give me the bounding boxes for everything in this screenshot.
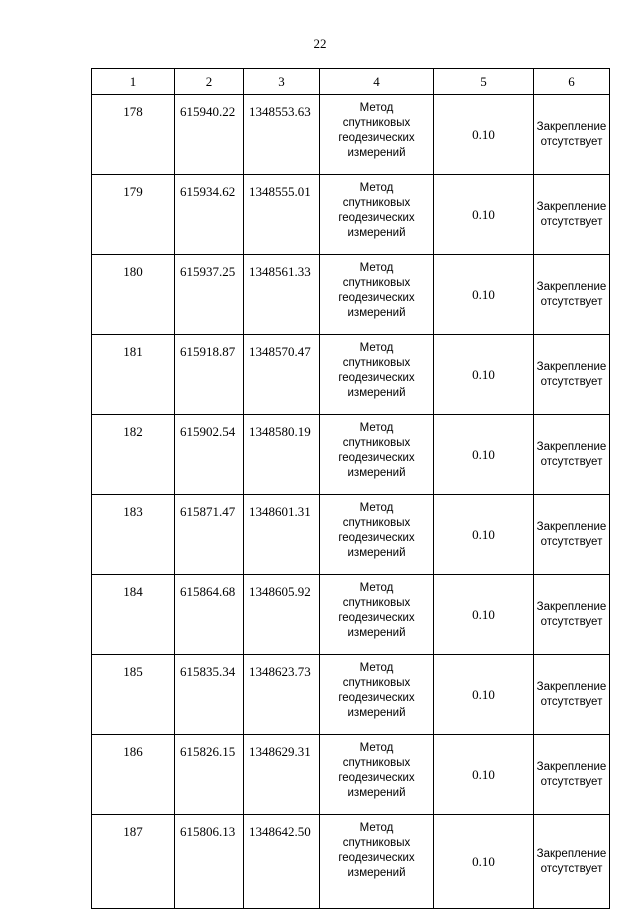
method-line: геодезических bbox=[338, 452, 415, 464]
table-row bbox=[92, 575, 610, 655]
method-line: измерений bbox=[347, 147, 406, 159]
fixation-line: Закрепление bbox=[536, 520, 607, 533]
fixation-line: отсутствует bbox=[540, 862, 603, 875]
x-coordinate-cell: 615806.13 bbox=[175, 815, 244, 909]
table-row bbox=[92, 735, 610, 815]
fixation-line: отсутствует bbox=[540, 455, 603, 468]
table-row bbox=[92, 495, 610, 575]
coordinates-table bbox=[91, 68, 610, 909]
point-number-cell: 186 bbox=[92, 735, 175, 815]
fixation-line: Закрепление bbox=[536, 360, 607, 373]
fixation-line: Закрепление bbox=[536, 847, 607, 860]
x-coordinate-cell: 615937.25 bbox=[175, 255, 244, 335]
fixation-line: отсутствует bbox=[540, 135, 603, 148]
column-header: 3 bbox=[244, 69, 320, 95]
fixation-line: Закрепление bbox=[536, 760, 607, 773]
method-line: Метод bbox=[359, 502, 394, 514]
fixation-line: Закрепление bbox=[536, 680, 607, 693]
x-coordinate-cell: 615940.22 bbox=[175, 95, 244, 175]
fixation-line: Закрепление bbox=[536, 120, 607, 133]
fixation-cell bbox=[534, 495, 610, 575]
method-line: Метод bbox=[359, 822, 394, 834]
fixation-cell bbox=[534, 655, 610, 735]
x-coordinate-cell: 615934.62 bbox=[175, 175, 244, 255]
point-number-cell: 178 bbox=[92, 95, 175, 175]
method-cell bbox=[320, 175, 434, 255]
column-header: 6 bbox=[534, 69, 610, 95]
method-cell bbox=[320, 495, 434, 575]
method-cell bbox=[320, 255, 434, 335]
accuracy-cell: 0.10 bbox=[434, 735, 534, 815]
x-coordinate-cell: 615835.34 bbox=[175, 655, 244, 735]
point-number-cell: 184 bbox=[92, 575, 175, 655]
page-number: 22 bbox=[313, 36, 327, 51]
accuracy-cell: 0.10 bbox=[434, 415, 534, 495]
method-line: геодезических bbox=[338, 132, 415, 144]
point-number-cell: 181 bbox=[92, 335, 175, 415]
method-cell bbox=[320, 415, 434, 495]
fixation-cell bbox=[534, 255, 610, 335]
fixation-cell bbox=[534, 415, 610, 495]
method-line: геодезических bbox=[338, 612, 415, 624]
x-coordinate-cell: 615918.87 bbox=[175, 335, 244, 415]
accuracy-cell: 0.10 bbox=[434, 575, 534, 655]
method-line: спутниковых bbox=[342, 597, 411, 609]
fixation-cell bbox=[534, 575, 610, 655]
method-cell bbox=[320, 735, 434, 815]
method-line: измерений bbox=[347, 867, 406, 879]
y-coordinate-cell: 1348561.33 bbox=[244, 255, 320, 335]
method-line: спутниковых bbox=[342, 437, 411, 449]
fixation-line: Закрепление bbox=[536, 280, 607, 293]
point-number-cell: 187 bbox=[92, 815, 175, 909]
y-coordinate-cell: 1348629.31 bbox=[244, 735, 320, 815]
method-line: Метод bbox=[359, 182, 394, 194]
point-number-cell: 183 bbox=[92, 495, 175, 575]
method-line: спутниковых bbox=[342, 837, 411, 849]
method-cell bbox=[320, 655, 434, 735]
method-line: измерений bbox=[347, 307, 406, 319]
y-coordinate-cell: 1348605.92 bbox=[244, 575, 320, 655]
fixation-cell bbox=[534, 95, 610, 175]
y-coordinate-cell: 1348580.19 bbox=[244, 415, 320, 495]
table-row bbox=[92, 415, 610, 495]
method-line: измерений bbox=[347, 547, 406, 559]
method-line: спутниковых bbox=[342, 277, 411, 289]
fixation-cell bbox=[534, 335, 610, 415]
x-coordinate-cell: 615902.54 bbox=[175, 415, 244, 495]
column-header: 1 bbox=[92, 69, 175, 95]
method-line: Метод bbox=[359, 102, 394, 114]
y-coordinate-cell: 1348642.50 bbox=[244, 815, 320, 909]
fixation-line: Закрепление bbox=[536, 440, 607, 453]
accuracy-cell: 0.10 bbox=[434, 495, 534, 575]
column-header: 4 bbox=[320, 69, 434, 95]
x-coordinate-cell: 615871.47 bbox=[175, 495, 244, 575]
method-line: Метод bbox=[359, 422, 394, 434]
accuracy-cell: 0.10 bbox=[434, 815, 534, 909]
method-line: Метод bbox=[359, 342, 394, 354]
fixation-cell bbox=[534, 175, 610, 255]
fixation-cell bbox=[534, 815, 610, 909]
accuracy-cell: 0.10 bbox=[434, 95, 534, 175]
fixation-line: отсутствует bbox=[540, 375, 603, 388]
column-header: 5 bbox=[434, 69, 534, 95]
method-cell bbox=[320, 815, 434, 909]
method-line: измерений bbox=[347, 387, 406, 399]
method-cell bbox=[320, 335, 434, 415]
method-cell bbox=[320, 575, 434, 655]
fixation-line: Закрепление bbox=[536, 600, 607, 613]
fixation-cell bbox=[534, 735, 610, 815]
y-coordinate-cell: 1348623.73 bbox=[244, 655, 320, 735]
header-row bbox=[92, 69, 610, 95]
y-coordinate-cell: 1348553.63 bbox=[244, 95, 320, 175]
method-line: спутниковых bbox=[342, 757, 411, 769]
y-coordinate-cell: 1348555.01 bbox=[244, 175, 320, 255]
fixation-line: Закрепление bbox=[536, 200, 607, 213]
point-number-cell: 185 bbox=[92, 655, 175, 735]
y-coordinate-cell: 1348601.31 bbox=[244, 495, 320, 575]
method-line: геодезических bbox=[338, 212, 415, 224]
method-line: Метод bbox=[359, 742, 394, 754]
fixation-line: отсутствует bbox=[540, 535, 603, 548]
method-line: спутниковых bbox=[342, 197, 411, 209]
accuracy-cell: 0.10 bbox=[434, 335, 534, 415]
table-row bbox=[92, 95, 610, 175]
fixation-line: отсутствует bbox=[540, 295, 603, 308]
method-line: измерений bbox=[347, 227, 406, 239]
method-line: измерений bbox=[347, 707, 406, 719]
method-line: спутниковых bbox=[342, 117, 411, 129]
method-line: геодезических bbox=[338, 692, 415, 704]
fixation-line: отсутствует bbox=[540, 215, 603, 228]
accuracy-cell: 0.10 bbox=[434, 175, 534, 255]
method-line: Метод bbox=[359, 662, 394, 674]
method-line: Метод bbox=[359, 262, 394, 274]
table-row bbox=[92, 655, 610, 735]
fixation-line: отсутствует bbox=[540, 695, 603, 708]
point-number-cell: 182 bbox=[92, 415, 175, 495]
method-line: спутниковых bbox=[342, 517, 411, 529]
method-line: измерений bbox=[347, 787, 406, 799]
method-line: Метод bbox=[359, 582, 394, 594]
method-line: геодезических bbox=[338, 532, 415, 544]
table-row bbox=[92, 175, 610, 255]
method-cell bbox=[320, 95, 434, 175]
method-line: геодезических bbox=[338, 372, 415, 384]
column-header: 2 bbox=[175, 69, 244, 95]
method-line: измерений bbox=[347, 627, 406, 639]
accuracy-cell: 0.10 bbox=[434, 255, 534, 335]
point-number-cell: 179 bbox=[92, 175, 175, 255]
method-line: измерений bbox=[347, 467, 406, 479]
method-line: спутниковых bbox=[342, 357, 411, 369]
x-coordinate-cell: 615864.68 bbox=[175, 575, 244, 655]
fixation-line: отсутствует bbox=[540, 775, 603, 788]
y-coordinate-cell: 1348570.47 bbox=[244, 335, 320, 415]
table-row bbox=[92, 815, 610, 909]
accuracy-cell: 0.10 bbox=[434, 655, 534, 735]
table-row bbox=[92, 335, 610, 415]
method-line: геодезических bbox=[338, 292, 415, 304]
fixation-line: отсутствует bbox=[540, 615, 603, 628]
method-line: спутниковых bbox=[342, 677, 411, 689]
x-coordinate-cell: 615826.15 bbox=[175, 735, 244, 815]
point-number-cell: 180 bbox=[92, 255, 175, 335]
method-line: геодезических bbox=[338, 852, 415, 864]
table-row bbox=[92, 255, 610, 335]
method-line: геодезических bbox=[338, 772, 415, 784]
